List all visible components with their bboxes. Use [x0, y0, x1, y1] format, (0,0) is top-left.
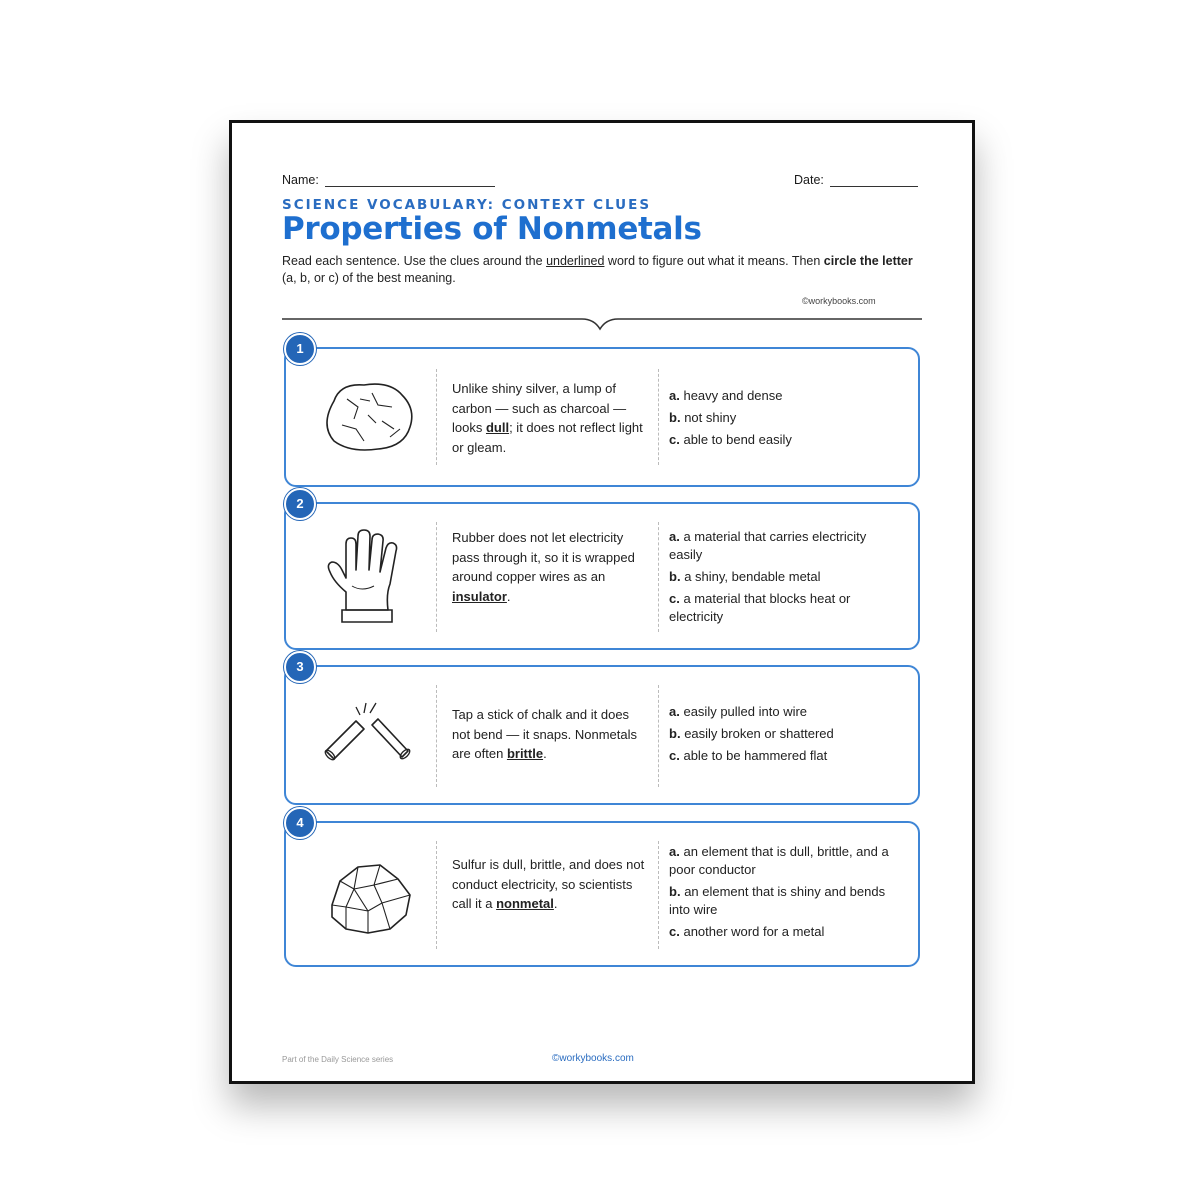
option-b[interactable] [669, 409, 901, 427]
answer-options [669, 703, 901, 769]
name-line[interactable] [325, 186, 495, 187]
rubber-glove-icon [312, 526, 422, 626]
sulfur-crystal-icon [312, 845, 422, 941]
instructions-underlined: underlined [546, 254, 605, 268]
copyright: ©workybooks.com [802, 296, 876, 306]
answer-options [669, 843, 901, 945]
context-sentence [452, 705, 648, 764]
answer-options [669, 528, 901, 630]
footer-site: ©workybooks.com [552, 1053, 634, 1064]
option-letter: b. [669, 410, 681, 425]
section-divider [282, 311, 922, 335]
question-card-1 [284, 341, 920, 487]
option-c[interactable] [669, 923, 901, 941]
option-text: easily pulled into wire [683, 704, 808, 719]
column-divider [436, 685, 437, 787]
option-c[interactable] [669, 590, 901, 626]
question-number-badge: 2 [284, 488, 316, 520]
column-divider [658, 522, 659, 632]
sentence-text-end: . [506, 588, 511, 604]
column-divider [436, 522, 437, 632]
option-text: heavy and dense [683, 388, 783, 403]
question-card-4 [284, 815, 920, 967]
context-sentence [452, 855, 648, 914]
option-a[interactable] [669, 843, 901, 879]
column-divider [658, 685, 659, 787]
charcoal-lump-icon [312, 371, 422, 461]
option-letter: c. [669, 432, 680, 447]
answer-options [669, 387, 901, 453]
option-letter: c. [669, 591, 680, 606]
question-card-3 [284, 659, 920, 805]
option-text: able to bend easily [683, 432, 792, 447]
question-card-2 [284, 496, 920, 650]
sentence-text-end: ; it does not reflect light or gleam. [452, 420, 643, 455]
option-text: not shiny [684, 410, 737, 425]
option-text: easily broken or shattered [684, 726, 834, 741]
vocabulary-word: dull [485, 420, 510, 435]
context-sentence [452, 379, 648, 457]
date-line[interactable] [830, 186, 918, 187]
option-letter: b. [669, 569, 681, 584]
sentence-text: Unlike shiny silver, a lump of carbon — such as charcoal — looks [452, 381, 627, 435]
column-divider [658, 369, 659, 465]
option-text: a shiny, bendable metal [684, 569, 821, 584]
kicker: SCIENCE VOCABULARY: CONTEXT CLUES [282, 197, 652, 213]
column-divider [658, 841, 659, 949]
option-b[interactable] [669, 883, 901, 919]
option-c[interactable] [669, 747, 901, 765]
instructions-text-2: word to figure out what it means. Then [604, 254, 824, 268]
option-text: a material that carries electricity easily [669, 529, 867, 562]
option-text: an element that is dull, brittle, and a poor conductor [669, 844, 889, 877]
instructions-text-1: Read each sentence. Use the clues around the [282, 254, 547, 268]
option-letter: b. [669, 726, 681, 741]
column-divider [436, 369, 437, 465]
option-text: a material that blocks heat or electricity [669, 591, 851, 624]
sentence-text: Sulfur is dull, brittle, and does not conduct electricity, so scientists call it a [452, 857, 645, 911]
context-sentence [452, 528, 648, 606]
name-label: Name: [282, 173, 319, 187]
option-text: another word for a metal [683, 924, 825, 939]
option-a[interactable] [669, 703, 901, 721]
sentence-text-end: . [543, 746, 547, 761]
series-note: Part of the Daily Science series [282, 1055, 394, 1064]
question-number-badge: 3 [284, 651, 316, 683]
option-letter: c. [669, 924, 680, 939]
option-text: able to be hammered flat [683, 748, 828, 763]
page-title: Properties of Nonmetals [282, 211, 702, 247]
option-c[interactable] [669, 431, 901, 449]
vocabulary-word: nonmetal [496, 896, 554, 911]
option-b[interactable] [669, 568, 901, 586]
option-letter: a. [669, 844, 680, 859]
option-text: an element that is shiny and bends into wire [669, 884, 886, 917]
name-field[interactable] [282, 173, 495, 187]
sentence-text: Rubber does not let electricity pass through it, so it is wrapped around copper wires as an [452, 530, 635, 584]
sentence-text: Tap a stick of chalk and it does not bend — it snaps. Nonmetals are often [452, 707, 637, 761]
option-a[interactable] [669, 387, 901, 405]
option-a[interactable] [669, 528, 901, 564]
column-divider [436, 841, 437, 949]
option-letter: a. [669, 529, 680, 544]
sentence-text-end: . [553, 896, 558, 911]
date-label: Date: [794, 173, 824, 187]
option-letter: b. [669, 884, 681, 899]
option-b[interactable] [669, 725, 901, 743]
question-number-badge: 4 [284, 807, 316, 839]
vocabulary-word: insulator [452, 588, 507, 604]
instructions-text-3: (a, b, or c) of the best meaning. [282, 271, 456, 285]
option-letter: a. [669, 388, 680, 403]
option-letter: c. [669, 748, 680, 763]
vocabulary-word: brittle [506, 746, 544, 761]
option-letter: a. [669, 704, 680, 719]
worksheet-page [229, 120, 975, 1084]
broken-chalk-icon [312, 689, 422, 779]
question-number-badge: 1 [284, 333, 316, 365]
date-field[interactable] [794, 173, 918, 187]
instructions-bold: circle the letter [823, 254, 913, 268]
instructions [282, 253, 922, 287]
